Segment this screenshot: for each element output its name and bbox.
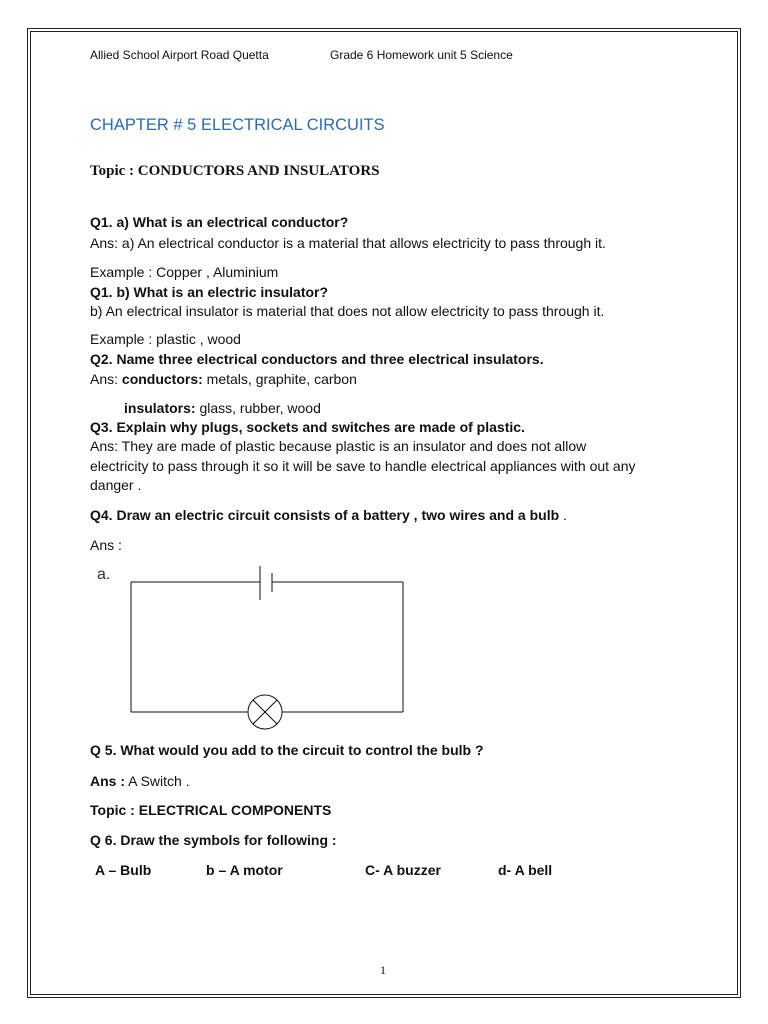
q2-conductors-label: conductors: <box>121 371 203 387</box>
q3-answer-line-1: Ans: They are made of plastic because plastic is an insulator and does not allow <box>90 438 587 454</box>
diagram-label: a. <box>97 566 111 583</box>
q4-answer: Ans : <box>90 537 122 553</box>
page-number: 1 <box>380 963 386 977</box>
q2-insulators-line <box>124 400 321 416</box>
q6-item-bell: d- A bell <box>498 862 553 878</box>
q1b-example: Example : plastic , wood <box>90 331 241 347</box>
topic-heading: Topic : CONDUCTORS AND INSULATORS <box>90 163 380 179</box>
q6-item-buzzer: C- A buzzer <box>365 862 441 878</box>
bulb-symbol <box>248 695 282 729</box>
q6-item-motor: b – A motor <box>206 862 283 878</box>
q2-conductors-line <box>90 371 357 387</box>
q2-ans-prefix: Ans: <box>90 371 122 387</box>
chapter-title: CHAPTER # 5 ELECTRICAL CIRCUITS <box>90 116 385 134</box>
q1a-example: Example : Copper , Aluminium <box>90 264 279 280</box>
q4-question: Q4. Draw an electric circuit consists of a battery , two wires and a bulb <box>90 507 560 523</box>
q5-question: Q 5. What would you add to the circuit to control the bulb ? <box>90 742 484 758</box>
q1b-answer: b) An electrical insulator is material that does not allow electricity to pass through it. <box>90 303 605 319</box>
q2-question: Q2. Name three electrical conductors and three electrical insulators. <box>90 351 544 367</box>
grade-subject: Grade 6 Homework unit 5 Science <box>330 48 513 62</box>
q3-answer-line-3: danger . <box>90 477 142 493</box>
circuit-diagram <box>90 560 420 735</box>
q3-answer-line-2: electricity to pass through it so it will be save to handle electrical appliances with out any <box>90 458 636 474</box>
topic2-heading: Topic : ELECTRICAL COMPONENTS <box>90 802 332 818</box>
q2-insulators-label: insulators: <box>124 400 196 416</box>
q1b-question: Q1. b) What is an electric insulator? <box>90 284 329 300</box>
q1a-answer: Ans: a) An electrical conductor is a material that allows electricity to pass through it. <box>90 235 606 251</box>
q4-question-end: . <box>559 507 567 523</box>
q6-item-bulb: A – Bulb <box>95 862 152 878</box>
q1a-question: Q1. a) What is an electrical conductor? <box>90 214 349 230</box>
q2-insulators: glass, rubber, wood <box>195 400 321 416</box>
school-name: Allied School Airport Road Quetta <box>90 48 269 62</box>
q5-answer: A Switch . <box>125 773 190 789</box>
q2-conductors: metals, graphite, carbon <box>202 371 357 387</box>
q4-question-line <box>90 507 567 523</box>
q5-ans-label: Ans : <box>90 773 125 789</box>
q5-answer-line <box>90 773 190 789</box>
q6-question: Q 6. Draw the symbols for following : <box>90 832 337 848</box>
q3-question: Q3. Explain why plugs, sockets and switches are made of plastic. <box>90 419 525 435</box>
